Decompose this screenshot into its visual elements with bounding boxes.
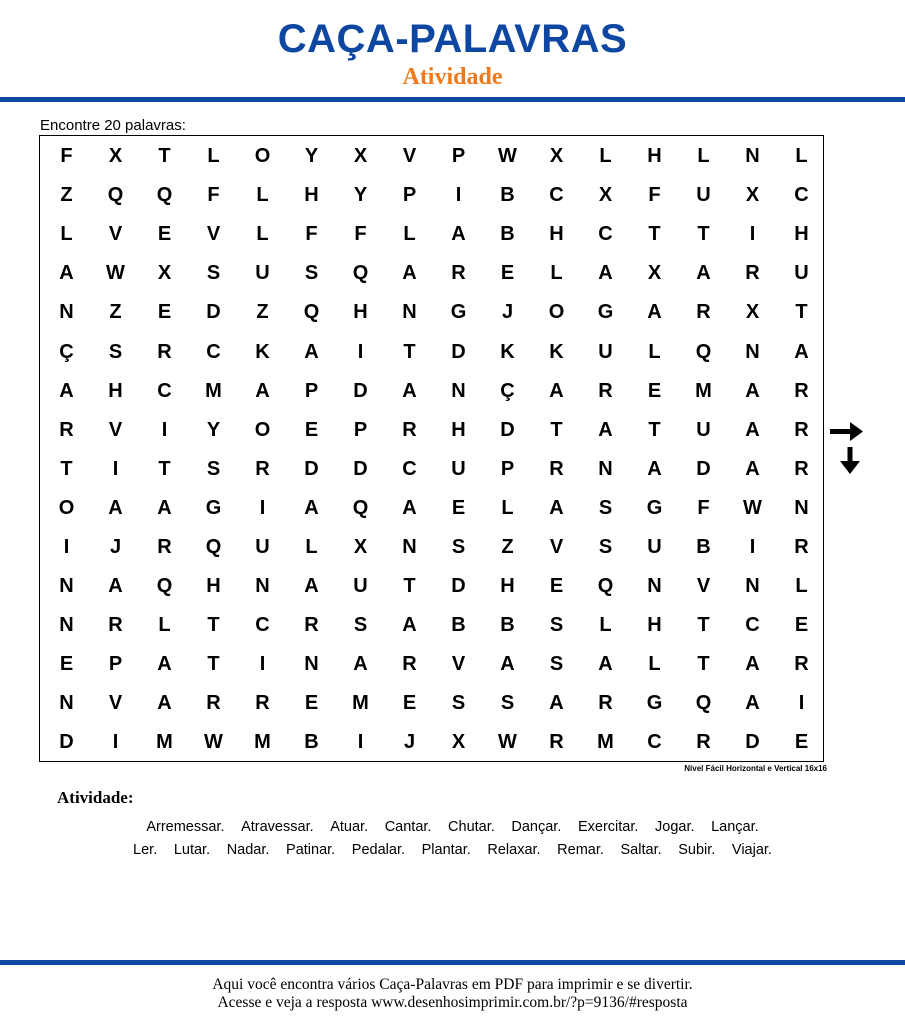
grid-letter: R: [255, 692, 270, 715]
grid-letter: R: [598, 692, 613, 715]
grid-letter: Ç: [59, 340, 74, 363]
grid-letter: P: [451, 145, 466, 168]
page-subtitle: Atividade: [402, 64, 503, 90]
grid-letter: F: [354, 223, 367, 246]
grid-letter: I: [112, 457, 119, 480]
grid-letter: L: [403, 223, 416, 246]
grid-letter: E: [500, 262, 515, 285]
grid-letter: R: [745, 262, 760, 285]
grid-letter: E: [157, 301, 172, 324]
grid-letter: R: [794, 457, 809, 480]
grid-letter: M: [352, 692, 369, 715]
grid-letter: D: [353, 379, 368, 402]
grid-letter: O: [58, 496, 75, 519]
page-title: CAÇA-PALAVRAS: [277, 17, 628, 61]
grid-letter: U: [696, 184, 711, 207]
grid-letter: K: [255, 340, 270, 363]
grid-letter: C: [794, 184, 809, 207]
word-item: Cantar.: [384, 819, 432, 835]
grid-letter: W: [106, 262, 125, 285]
grid-letter: P: [304, 379, 319, 402]
grid-letter: X: [745, 301, 760, 324]
grid-letter: A: [549, 692, 564, 715]
grid-letter: B: [451, 614, 466, 637]
grid-letter: U: [451, 457, 466, 480]
grid-letter: T: [207, 653, 220, 676]
grid-letter: A: [59, 379, 74, 402]
grid-letter: N: [255, 575, 270, 598]
header-divider: [0, 97, 905, 102]
grid-letter: X: [745, 184, 760, 207]
grid-letter: Z: [109, 301, 122, 324]
grid-letter: K: [500, 340, 515, 363]
grid-letter: E: [402, 692, 417, 715]
grid-letter: P: [353, 418, 368, 441]
grid-letter: S: [549, 653, 564, 676]
grid-letter: Q: [352, 262, 369, 285]
grid-letter: L: [501, 496, 514, 519]
grid-letter: M: [156, 731, 173, 754]
grid-letter: S: [108, 340, 123, 363]
grid-letter: B: [304, 731, 319, 754]
grid-letter: U: [353, 575, 368, 598]
grid-letter: A: [402, 614, 417, 637]
grid-letter: G: [646, 692, 663, 715]
grid-letter: N: [59, 575, 74, 598]
grid-letter: L: [550, 262, 563, 285]
grid-letter: R: [157, 535, 172, 558]
grid-letter: C: [745, 614, 760, 637]
grid-letter: O: [254, 145, 271, 168]
grid-letter: Q: [597, 575, 614, 598]
grid-letter: R: [696, 301, 711, 324]
grid-letter: E: [794, 731, 809, 754]
grid-letter: R: [549, 457, 564, 480]
grid-letter: F: [305, 223, 318, 246]
grid-letter: Ç: [500, 379, 515, 402]
grid-letter: L: [60, 223, 73, 246]
grid-letter: T: [795, 301, 808, 324]
grid-letter: L: [256, 184, 269, 207]
grid-letter: R: [304, 614, 319, 637]
grid-letter: A: [696, 262, 711, 285]
grid-letter: A: [402, 379, 417, 402]
grid-letter: V: [206, 223, 221, 246]
grid-letter: A: [451, 223, 466, 246]
grid-letter: A: [157, 496, 172, 519]
grid-letter: N: [794, 496, 809, 519]
grid-letter: N: [59, 692, 74, 715]
grid-letter: A: [108, 575, 123, 598]
word-item: Arremessar.: [146, 819, 225, 835]
word-item: Subir.: [678, 842, 716, 858]
word-item: Plantar.: [421, 842, 471, 858]
grid-letter: R: [794, 379, 809, 402]
grid-letter: D: [500, 418, 515, 441]
grid-letter: G: [205, 496, 222, 519]
grid-letter: I: [112, 731, 119, 754]
grid-letter: I: [749, 223, 756, 246]
grid-letter: X: [549, 145, 564, 168]
grid-letter: B: [500, 614, 515, 637]
grid-letter: R: [794, 535, 809, 558]
footer-line-1: Aqui você encontra vários Caça-Palavras em PDF para imprimir e se divertir.: [212, 976, 693, 993]
grid-letter: Q: [107, 184, 124, 207]
grid-letter: P: [402, 184, 417, 207]
footer-line-2: Acesse e veja a resposta www.desenhosimprimir.com.br/?p=9136/#resposta: [217, 994, 688, 1011]
activity-heading: Atividade:: [57, 788, 134, 807]
grid-letter: N: [598, 457, 613, 480]
word-item: Nadar.: [226, 842, 270, 858]
grid-letter: D: [451, 575, 466, 598]
arrow-down-icon: [839, 447, 861, 475]
grid-letter: A: [402, 496, 417, 519]
grid-letter: M: [205, 379, 222, 402]
grid-letter: O: [254, 418, 271, 441]
grid-letter: L: [648, 653, 661, 676]
grid-letter: R: [108, 614, 123, 637]
grid-letter: G: [646, 496, 663, 519]
word-item: Lutar.: [173, 842, 211, 858]
grid-letter: A: [500, 653, 515, 676]
grid-letter: Z: [256, 301, 269, 324]
grid-letter: V: [108, 692, 123, 715]
grid-letter: N: [745, 575, 760, 598]
grid-letter: A: [157, 692, 172, 715]
grid-letter: T: [648, 418, 661, 441]
grid-letter: H: [794, 223, 809, 246]
grid-letter: N: [304, 653, 319, 676]
grid-letter: T: [158, 145, 171, 168]
grid-letter: S: [598, 496, 613, 519]
grid-letter: I: [357, 340, 364, 363]
grid-letter: T: [697, 614, 710, 637]
grid-letter: E: [451, 496, 466, 519]
word-item: Exercitar.: [577, 819, 639, 835]
grid-letter: T: [158, 457, 171, 480]
grid-letter: S: [304, 262, 319, 285]
grid-letter: A: [794, 340, 809, 363]
grid-letter: R: [794, 653, 809, 676]
grid-letter: H: [647, 614, 662, 637]
grid-letter: A: [353, 653, 368, 676]
grid-letter: H: [451, 418, 466, 441]
grid-letter: X: [157, 262, 172, 285]
grid-letter: G: [450, 301, 467, 324]
grid-letter: N: [59, 301, 74, 324]
word-item: Patinar.: [286, 842, 336, 858]
grid-letter: R: [59, 418, 74, 441]
grid-letter: I: [259, 653, 266, 676]
grid-letter: T: [403, 575, 416, 598]
grid-letter: L: [256, 223, 269, 246]
grid-letter: N: [745, 145, 760, 168]
grid-letter: R: [549, 731, 564, 754]
grid-letter: Z: [60, 184, 73, 207]
grid-letter: X: [108, 145, 123, 168]
grid-letter: N: [451, 379, 466, 402]
grid-letter: F: [648, 184, 661, 207]
grid-letter: S: [451, 535, 466, 558]
grid-letter: A: [598, 653, 613, 676]
grid-letter: R: [402, 653, 417, 676]
grid-letter: R: [157, 340, 172, 363]
grid-letter: L: [795, 575, 808, 598]
grid-letter: A: [304, 340, 319, 363]
grid-letter: V: [402, 145, 417, 168]
word-item: Dançar.: [511, 819, 562, 835]
grid-letter: N: [745, 340, 760, 363]
grid-letter: A: [59, 262, 74, 285]
grid-letter: R: [696, 731, 711, 754]
grid-letter: R: [598, 379, 613, 402]
grid-letter: T: [403, 340, 416, 363]
word-item: Jogar.: [655, 819, 695, 835]
grid-letter: Z: [501, 535, 514, 558]
grid-letter: U: [647, 535, 662, 558]
word-item: Ler.: [133, 842, 158, 858]
grid-letter: G: [597, 301, 614, 324]
grid-letter: I: [161, 418, 168, 441]
grid-letter: X: [647, 262, 662, 285]
grid-letter: A: [304, 496, 319, 519]
grid-letter: P: [500, 457, 515, 480]
grid-letter: S: [353, 614, 368, 637]
grid-letter: X: [451, 731, 466, 754]
grid-letter: H: [108, 379, 123, 402]
grid-letter: U: [255, 535, 270, 558]
word-item: Atuar.: [330, 819, 369, 835]
grid-letter: B: [696, 535, 711, 558]
grid-letter: A: [402, 262, 417, 285]
grid-letter: V: [451, 653, 466, 676]
grid-letter: T: [550, 418, 563, 441]
grid-letter: L: [648, 340, 661, 363]
grid-letter: U: [255, 262, 270, 285]
grid-letter: P: [108, 653, 123, 676]
grid-letter: Q: [352, 496, 369, 519]
grid-letter: W: [743, 496, 762, 519]
grid-letter: F: [207, 184, 220, 207]
grid-letter: S: [206, 262, 221, 285]
grid-letter: T: [207, 614, 220, 637]
grid-letter: H: [206, 575, 221, 598]
grid-letter: Q: [303, 301, 320, 324]
grid-letter: E: [647, 379, 662, 402]
grid-letter: W: [498, 145, 517, 168]
grid-letter: L: [697, 145, 710, 168]
instruction-text: Encontre 20 palavras:: [40, 117, 186, 134]
grid-letter: C: [402, 457, 417, 480]
word-item: Relaxar.: [487, 842, 541, 858]
grid-letter: C: [206, 340, 221, 363]
grid-letter: T: [648, 223, 661, 246]
grid-letter: Q: [695, 692, 712, 715]
word-item: Lançar.: [711, 819, 759, 835]
grid-letter: X: [353, 145, 368, 168]
grid-letter: Y: [304, 145, 319, 168]
grid-letter: E: [304, 418, 319, 441]
grid-letter: Q: [156, 575, 173, 598]
grid-letter: R: [206, 692, 221, 715]
grid-letter: V: [696, 575, 711, 598]
word-item: Viajar.: [731, 842, 772, 858]
grid-letter: F: [60, 145, 73, 168]
word-item: Atravessar.: [241, 819, 314, 835]
grid-letter: L: [158, 614, 171, 637]
grid-letter: U: [794, 262, 809, 285]
grid-letter: H: [353, 301, 368, 324]
grid-letter: R: [402, 418, 417, 441]
grid-letter: S: [500, 692, 515, 715]
grid-letter: S: [206, 457, 221, 480]
grid-letter: C: [255, 614, 270, 637]
grid-letter: D: [353, 457, 368, 480]
grid-letter: I: [749, 535, 756, 558]
grid-letter: L: [599, 614, 612, 637]
footer-divider: [0, 960, 905, 965]
word-list-row-2: [40, 841, 865, 859]
grid-letter: E: [549, 575, 564, 598]
grid-letter: K: [549, 340, 564, 363]
grid-letter: V: [108, 223, 123, 246]
grid-letter: I: [798, 692, 805, 715]
grid-letter: B: [500, 184, 515, 207]
grid-letter: A: [304, 575, 319, 598]
grid-letter: A: [647, 457, 662, 480]
word-item: Saltar.: [620, 842, 662, 858]
grid-letter: A: [255, 379, 270, 402]
grid-letter: T: [697, 223, 710, 246]
letter-grid: [42, 137, 826, 763]
grid-letter: J: [109, 535, 122, 558]
grid-letter: H: [304, 184, 319, 207]
grid-letter: H: [549, 223, 564, 246]
grid-letter: M: [695, 379, 712, 402]
grid-letter: A: [549, 379, 564, 402]
grid-letter: A: [157, 653, 172, 676]
grid-letter: C: [647, 731, 662, 754]
grid-letter: Y: [353, 184, 368, 207]
grid-letter: A: [745, 457, 760, 480]
grid-letter: N: [59, 614, 74, 637]
grid-letter: L: [305, 535, 318, 558]
grid-letter: D: [745, 731, 760, 754]
grid-letter: Q: [156, 184, 173, 207]
grid-letter: L: [795, 145, 808, 168]
grid-letter: U: [598, 340, 613, 363]
grid-letter: W: [498, 731, 517, 754]
grid-letter: A: [745, 653, 760, 676]
grid-letter: A: [745, 379, 760, 402]
word-list-row-1: [40, 818, 865, 836]
grid-letter: M: [597, 731, 614, 754]
word-search-grid: [39, 135, 824, 762]
grid-letter: X: [353, 535, 368, 558]
grid-letter: V: [549, 535, 564, 558]
word-item: Remar.: [557, 842, 604, 858]
grid-letter: B: [500, 223, 515, 246]
grid-letter: X: [598, 184, 613, 207]
grid-letter: H: [500, 575, 515, 598]
grid-letter: E: [157, 223, 172, 246]
grid-letter: E: [304, 692, 319, 715]
word-item: Chutar.: [448, 819, 495, 835]
grid-letter: A: [549, 496, 564, 519]
grid-letter: I: [63, 535, 70, 558]
grid-letter: I: [259, 496, 266, 519]
grid-letter: D: [304, 457, 319, 480]
grid-letter: J: [501, 301, 514, 324]
grid-letter: T: [60, 457, 73, 480]
grid-letter: A: [598, 418, 613, 441]
grid-letter: S: [598, 535, 613, 558]
grid-letter: F: [697, 496, 710, 519]
grid-letter: A: [745, 418, 760, 441]
grid-letter: A: [647, 301, 662, 324]
grid-letter: C: [598, 223, 613, 246]
grid-letter: D: [696, 457, 711, 480]
grid-letter: S: [549, 614, 564, 637]
grid-letter: N: [402, 535, 417, 558]
grid-letter: A: [108, 496, 123, 519]
grid-letter: D: [59, 731, 74, 754]
grid-letter: R: [794, 418, 809, 441]
grid-letter: T: [697, 653, 710, 676]
grid-letter: L: [599, 145, 612, 168]
grid-letter: R: [451, 262, 466, 285]
grid-letter: W: [204, 731, 223, 754]
grid-letter: E: [794, 614, 809, 637]
grid-letter: D: [451, 340, 466, 363]
grid-letter: Q: [695, 340, 712, 363]
grid-letter: N: [402, 301, 417, 324]
grid-letter: I: [357, 731, 364, 754]
grid-letter: V: [108, 418, 123, 441]
grid-letter: H: [647, 145, 662, 168]
grid-letter: C: [157, 379, 172, 402]
grid-letter: E: [59, 653, 74, 676]
grid-letter: Y: [206, 418, 221, 441]
grid-letter: S: [451, 692, 466, 715]
arrow-right-icon: [830, 421, 864, 441]
grid-letter: Q: [205, 535, 222, 558]
grid-letter: N: [647, 575, 662, 598]
grid-letter: C: [549, 184, 564, 207]
grid-letter: M: [254, 731, 271, 754]
grid-letter: I: [455, 184, 462, 207]
grid-letter: O: [548, 301, 565, 324]
grid-letter: A: [598, 262, 613, 285]
level-note: Nível Fácil Horizontal e Vertical 16x16: [684, 764, 827, 773]
grid-letter: R: [255, 457, 270, 480]
grid-letter: L: [207, 145, 220, 168]
word-item: Pedalar.: [351, 842, 406, 858]
grid-letter: D: [206, 301, 221, 324]
grid-letter: J: [403, 731, 416, 754]
grid-letter: A: [745, 692, 760, 715]
grid-letter: U: [696, 418, 711, 441]
